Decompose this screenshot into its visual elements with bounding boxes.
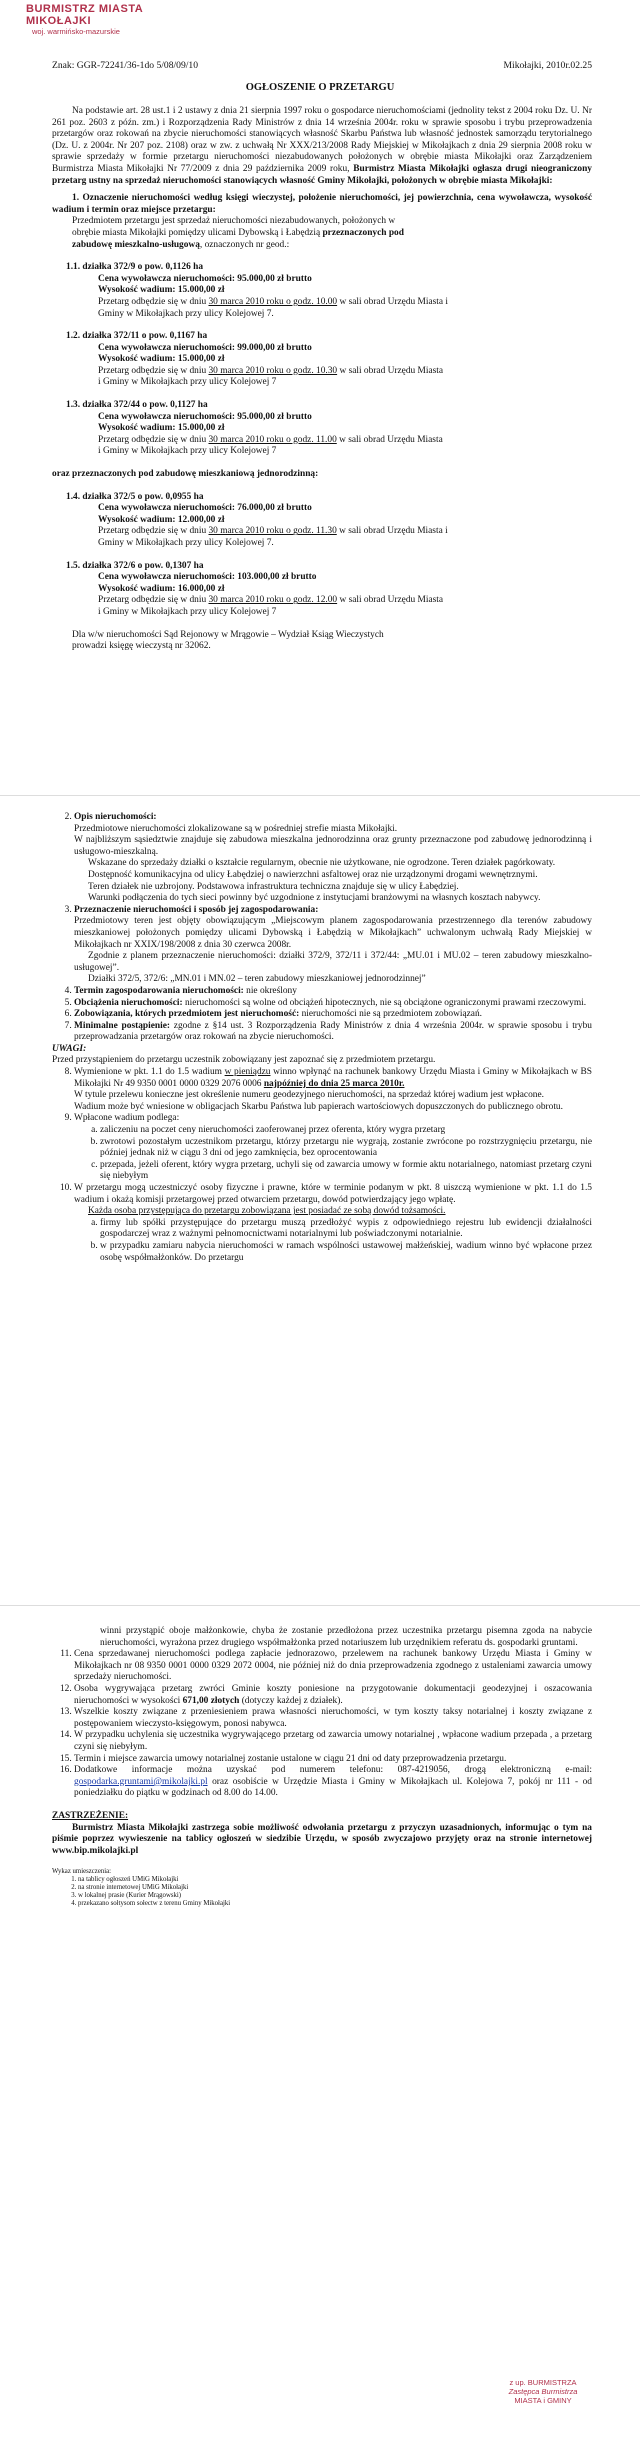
- signature-stamp: [488, 2378, 598, 2405]
- section-9: [74, 1113, 592, 1183]
- page-1-body: [52, 106, 592, 653]
- lot-auction-date: 30 marca 2010 roku o godz. 10.30: [208, 365, 338, 376]
- lot-auction-line: [98, 435, 592, 447]
- lot-auction-place: w sali obrad Urzędu Miasta: [337, 595, 444, 606]
- s2-p3: Wskazane do sprzedaży działki o kształcie regularnym, obecnie nie użytkowane, nie ogrodzone. Teren działek pagórkowaty.: [88, 858, 556, 869]
- s4-title: Termin zagospodarowania nieruchomości:: [74, 985, 244, 996]
- section-11: 11. Cena sprzedawanej nieruchomości podlega zapłacie jednorazowo, przelewem na rachunek bankowy Urzędu Miasta i Gminy w Mikołajkach nr 08 9350 0001 0000 0329 2072 0004, nie później niż do dnia przeprowadzenia zgodnego z ustaleniami zawarcia umowy sprzedaży nieruchomości.: [74, 1649, 592, 1684]
- intro-text: Na podstawie art. 28 ust.1 i 2 ustawy z dnia 21 sierpnia 1997 roku o gospodarce nieruchomościami (jednolity tekst z 2004 roku Dz. U. Nr 261 poz. 2603 z późn. zm.) i Rozporządzenia Rady Ministrów z dnia 14 września 2004r. roku w sprawie sposobu i trybu przeprowadzenia przetargów oraz rokowań na zbycie nieruchomości stanowiących własność Skarbu Państwa lub własność jednostek samorządu terytorialnego (Dz. U. z 2004r. Nr 207 poz. 2108) oraz w zw. z uchwałą Nr XXX/213/2008 Rady Miejskiej w Mikołajkach z dnia 29 sierpnia 2008 roku w sprawie sprzedaży w formie przetargu nieruchomości niezabudowanych położonych w obrębie miasta Mikołajki oraz Zarządzeniem Burmistrza Miasta Mikołajki Nr 77/2009 z dnia 29 października 2009 roku,: [52, 106, 592, 174]
- office-stamp: [26, 3, 164, 36]
- lot-deposit: Wysokość wadium: 15.000,00 zł: [98, 285, 225, 296]
- page-2-body: [52, 812, 592, 1264]
- lots-group-b: [52, 492, 592, 619]
- page-2: [0, 795, 640, 1606]
- s12-b: 671,00 złotych: [182, 1695, 240, 1706]
- lot-auction-address: Gminy w Mikołajkach przy ulicy Kolejowej 7.: [98, 308, 274, 319]
- s4-text: nie określony: [243, 985, 297, 996]
- s3-p2: Zgodnie z planem przeznaczenie nieruchomości: działki 372/9, 372/11 i 372/44: „MU.01 i MU.02 – teren zabudowy mieszkalno-usługowej”.: [74, 951, 592, 973]
- section-3: [74, 905, 592, 986]
- intro-paragraph: [52, 106, 592, 187]
- page-3: [0, 1605, 640, 2444]
- lot-auction-place: w sali obrad Urzędu Miasta i: [337, 296, 449, 307]
- s5-text: nieruchomości są wolne od obciążeń hipotecznych, nie są obciążone ograniczonymi prawami rzeczowymi.: [182, 997, 587, 1008]
- s10-list: [74, 1218, 592, 1264]
- s6-title: Zobowiązania, których przedmiotem jest nieruchomość:: [74, 1009, 300, 1020]
- section-2: [74, 812, 592, 905]
- lot-number: 1.3.: [66, 400, 81, 411]
- s2-p1: Przedmiotowe nieruchomości zlokalizowane są w pośredniej strefie miasta Mikołajki.: [74, 823, 398, 834]
- lots-group-a: [52, 262, 592, 458]
- lot-parcel: [66, 331, 592, 343]
- section-6: [74, 1009, 592, 1021]
- notes-text: Przed przystąpieniem do przetargu uczestnik zobowiązany jest zapoznać się z przedmiotem przetargu.: [52, 1055, 436, 1066]
- section-3-title: 3. Przeznaczenie nieruchomości i sposób jej zagospodarowania:: [74, 904, 319, 915]
- signature-line-1: z up. BURMISTRZA: [509, 2378, 577, 2387]
- lot-price: Cena wywoławcza nieruchomości: 76.000,00 zł brutto: [98, 503, 312, 514]
- lot-deposit: Wysokość wadium: 16.000,00 zł: [98, 583, 225, 594]
- lot-auction-text: Przetarg odbędzie się w dniu: [98, 526, 209, 537]
- lot-1-5: [66, 560, 592, 619]
- section-1-line-3: [72, 240, 592, 252]
- lot-auction-date: 30 marca 2010 roku o godz. 11.30: [208, 526, 337, 537]
- lot-parcel-text: działka 372/9 o pow. 0,1126 ha: [82, 262, 204, 273]
- s6-text: nieruchomości nie są przedmiotem zobowiązań.: [299, 1009, 482, 1020]
- lot-parcel: [66, 400, 592, 412]
- s9-a: a. zaliczeniu na poczet ceny nieruchomości zaoferowanej przez oferenta, który wygra przetarg: [100, 1125, 592, 1137]
- section-5: [74, 998, 592, 1010]
- lot-deposit: Wysokość wadium: 12.000,00 zł: [98, 514, 225, 525]
- s8-p3: Wadium może być wniesione w obligacjach Skarbu Państwa lub papierach wartościowych dopuszczonych do publicznego obrotu.: [74, 1101, 563, 1112]
- s16-a: Dodatkowe informacje można uzyskać pod numerem telefonu: 087-4219056, drogą elektroniczną e-mail:: [74, 1765, 592, 1776]
- place-date: Mikołajki, 2010r.02.25: [503, 60, 592, 71]
- s10-p2: Każda osoba przystępująca do przetargu zobowiązana jest posiadać ze sobą dowód tożsamości.: [88, 1206, 446, 1217]
- lot-auction-text: Przetarg odbędzie się w dniu: [98, 434, 209, 445]
- s2-p2: W najbliższym sąsiedztwie znajduje się zabudowa mieszkalna jednorodzinna oraz grunty przeznaczone pod zabudowę jednorodzinną i usługowo-mieszkalną.: [74, 835, 592, 857]
- s3-p3: Działki 372/5, 372/6: „MN.01 i MN.02 – teren zabudowy mieszkaniowej jednorodzinnej”: [88, 974, 426, 985]
- section-10: [74, 1183, 592, 1264]
- sec1-text-2: , oznaczonych nr geod.:: [199, 239, 290, 250]
- lot-auction-text: Przetarg odbędzie się w dniu: [98, 296, 209, 307]
- lot-1-2: [66, 331, 592, 389]
- distribution-heading: Wykaz umieszczenia:: [52, 1868, 112, 1876]
- header-line: [52, 60, 592, 71]
- section-1-title: 1. Oznaczenie nieruchomości według księgi wieczystej, położenie nieruchomości, jej powierzchnia, cena wywoławcza, wysokość wadium i termin oraz miejsce przetargu:: [52, 193, 592, 215]
- lot-deposit: Wysokość wadium: 15.000,00 zł: [98, 354, 225, 365]
- lot-auction-date: 30 marca 2010 roku o godz. 11.00: [208, 434, 337, 445]
- section-7: [74, 1021, 592, 1044]
- section-16: [74, 1765, 592, 1800]
- s12-a: Osoba wygrywająca przetarg zwróci Gminie koszty poniesione na przygotowanie dokumentacji geodezyjnej i oszacowania nieruchomości w wysokości: [74, 1683, 592, 1706]
- s5-title: Obciążenia nieruchomości:: [74, 997, 183, 1008]
- lot-auction-date: 30 marca 2010 roku o godz. 10.00: [208, 296, 338, 307]
- s2-p6: Warunki podłączenia do tych sieci powinny być uzgodnione z instytucjami branżowymi na własnych kosztach nabywcy.: [88, 893, 541, 904]
- s2-p5: Teren działek nie uzbrojony. Podstawowa infrastruktura techniczna znajduje się w ulicy Łabędziej.: [88, 881, 459, 892]
- mid-heading: oraz przeznaczonych pod zabudowę mieszkaniową jednorodzinną:: [52, 469, 319, 480]
- lot-auction-date: 30 marca 2010 roku o godz. 12.00: [208, 595, 338, 606]
- distribution-item: 4. przekazano sołtysom sołectw z terenu Gminy Mikołajki: [78, 1900, 592, 1908]
- lot-price: Cena wywoławcza nieruchomości: 95.000,00 zł brutto: [98, 273, 312, 284]
- lot-auction-text: Przetarg odbędzie się w dniu: [98, 595, 209, 606]
- lot-1-4: [66, 491, 592, 550]
- section-14: 14. W przypadku uchylenia się uczestnika wygrywającego przetarg od zawarcia umowy notarialnej , wpłacone wadium przepada , a przetarg czyni się niebyłym.: [74, 1730, 592, 1753]
- s8-a: Wymienione w pkt. 1.1 do 1.5 wadium: [74, 1067, 225, 1078]
- s9-b: b. zwrotowi pozostałym uczestnikom przetargu, którzy przetargu nie wygrają, zostanie zwrócone po rozstrzygnięciu przetargu, nie później jednak niż w ciągu 3 dni od jego zamknięcia, bez oprocentowania: [100, 1137, 592, 1160]
- lot-auction-address: i Gminy w Mikołajkach przy ulicy Kolejowej 7: [98, 606, 277, 617]
- section-13: 13. Wszelkie koszty związane z przeniesieniem prawa własności nieruchomości, w tym koszty taksy notarialnej i koszty związane z postępowaniem wieczysto-księgowym, ponosi nabywca.: [74, 1707, 592, 1730]
- s8-b: winno wpłynąć na rachunek bankowy Urzędu Miasta i Gminy w Mikołajkach w BS Mikołajki Nr 49 9350 0001 0000 0329 2076 0006: [74, 1067, 592, 1089]
- document-title: OGŁOSZENIE O PRZETARGU: [245, 82, 395, 93]
- lot-parcel-text: działka 372/6 o pow. 0,1307 ha: [82, 560, 204, 571]
- lot-auction-place: w sali obrad Urzędu Miasta: [337, 365, 444, 376]
- lot-auction-address: i Gminy w Mikołajkach przy ulicy Kolejowej 7: [98, 446, 277, 457]
- section-12: [74, 1684, 592, 1707]
- lot-price: Cena wywoławcza nieruchomości: 99.000,00 zł brutto: [98, 342, 312, 353]
- distribution-item: 1. na tablicy ogłoszeń UMiG Mikołajki: [78, 1876, 592, 1884]
- lot-auction-line: [98, 595, 592, 607]
- reservation-heading: ZASTRZEŻENIE:: [52, 1810, 129, 1821]
- lot-auction-line: [98, 526, 592, 538]
- distribution-item: 3. w lokalnej prasie (Kurier Mrągowski): [78, 1892, 592, 1900]
- lot-parcel-text: działka 372/11 o pow. 0,1167 ha: [82, 331, 208, 342]
- signature-line-2: Zastępca Burmistrza: [508, 2387, 578, 2396]
- page-1: [0, 0, 640, 795]
- sections-list-3: [52, 1649, 592, 1800]
- land-register-line-2: prowadzi księgę wieczystą nr 32062.: [72, 641, 211, 652]
- lot-parcel: [66, 560, 592, 573]
- s9-title: Wpłacone wadium podlega:: [74, 1113, 180, 1124]
- s10-continuation: winni przystąpić oboje małżonkowie, chyba że zostanie przedłożona przez uczestnika przetargu pisemna zgoda na nabycie nieruchomości, wyrażona przez drugiego współmałżonka przed notariuszem lub urzędnikiem referatu ds. gospodarki gruntami.: [100, 1626, 592, 1648]
- reference-number: Znak: GGR-72241/36-1do 5/08/09/10: [52, 60, 199, 71]
- s10-b: b. w przypadku zamiaru nabycia nieruchomości w ramach wspólności ustawowej małżeńskiej, wadium winno być wpłacone przez osobę współmałżonków. Do przetargu: [100, 1241, 592, 1264]
- s7-title: Minimalne postąpienie:: [74, 1020, 170, 1031]
- s8-date: najpóźniej do dnia 25 marca 2010r.: [263, 1078, 405, 1089]
- lot-number: 1.4.: [66, 491, 81, 502]
- stamp-name: BURMISTRZ MIASTA MIKOŁAJKI: [26, 3, 143, 27]
- section-15: 15. Termin i miejsce zawarcia umowy notarialnej zostanie ustalone w ciągu 21 dni od daty przeprowadzenia przetargu.: [74, 1754, 592, 1766]
- lot-auction-text: Przetarg odbędzie się w dniu: [98, 365, 209, 376]
- section-8: [74, 1067, 592, 1113]
- lot-number: 1.1.: [66, 262, 81, 273]
- lot-auction-place: w sali obrad Urzędu Miasta i: [336, 526, 448, 537]
- lot-auction-line: [98, 297, 592, 309]
- page-3-body: [52, 1626, 592, 1908]
- land-register-line-1: Dla w/w nieruchomości Sąd Rejonowy w Mrągowie – Wydział Ksiąg Wieczystych: [72, 629, 384, 640]
- section-1-line-1: Przedmiotem przetargu jest sprzedaż nieruchomości niezabudowanych, położonych w: [72, 216, 396, 227]
- lot-parcel-text: działka 372/44 o pow. 0,1127 ha: [82, 400, 208, 411]
- lot-1-1: [66, 262, 592, 320]
- sections-list: [52, 812, 592, 1044]
- notes-heading: UWAGI:: [52, 1043, 87, 1054]
- distribution-list: [52, 1876, 592, 1908]
- lot-1-3: [66, 400, 592, 458]
- lot-number: 1.5.: [66, 560, 81, 571]
- s9-c: c. przepada, jeżeli oferent, który wygra przetarg, uchyli się od zawarcia umowy w formie aktu notarialnego, natomiast przetarg czyni się niebyłym: [100, 1160, 592, 1183]
- sec1-text: obrębie miasta Mikołajki pomiędzy ulicami Dybowską i Łabędzią: [72, 227, 323, 238]
- lot-parcel: [66, 491, 592, 504]
- signature-line-3: MIASTA i GMINY: [514, 2396, 572, 2405]
- s12-c: (dotyczy każdej z działek).: [239, 1695, 343, 1706]
- lot-parcel: [66, 262, 592, 274]
- sections-list-2: [52, 1067, 592, 1264]
- s9-list: [74, 1125, 592, 1183]
- stamp-sub: woj. warmińsko-mazurskie: [32, 27, 120, 36]
- sec1-bold: przeznaczonych pod: [322, 227, 404, 238]
- s2-p4: Dostępność komunikacyjna od ulicy Łabędziej o nawierzchni asfaltowej oraz nie urządzonymi drogami wewnętrznymi.: [88, 869, 538, 880]
- s3-p1: Przedmiotowy teren jest objęty obowiązującym „Miejscowym planem zagospodarowania przestrzennego dla terenów zabudowy mieszkaniowej położonych pomiędzy ulicami Dybowską i Łabędzią w Mikołajkach” uchwalonym uchwałą Rady Miejskiej w Mikołajkach nr XXIX/198/2008 z dnia 30 czerwca 2008r.: [74, 916, 592, 950]
- lot-deposit: Wysokość wadium: 15.000,00 zł: [98, 423, 225, 434]
- reservation-text: Burmistrz Miasta Mikołajki zastrzega sobie możliwość odwołania przetargu z przyczyn uzasadnionych, informując o tym na piśmie poprzez wywieszenie na tablicy ogłoszeń w siedzibie Urzędu, w sposób zwyczajowo przyjęty oraz na stronie internetowej www.bip.mikolajki.pl: [52, 1822, 592, 1856]
- lot-number: 1.2.: [66, 331, 81, 342]
- intro-bold: Burmistrz Miasta Mikołajki ogłasza drugi nieograniczony przetarg ustny na sprzedaż nieruchomości stanowiących własność Gminy Mikołajki, położonych w obrębie miasta Mikołajki:: [52, 163, 592, 186]
- lot-parcel-text: działka 372/5 o pow. 0,0955 ha: [82, 491, 204, 502]
- s8-u: w pieniądzu: [224, 1067, 271, 1078]
- section-2-title: 2. Opis nieruchomości:: [74, 812, 157, 822]
- lot-auction-address: i Gminy w Mikołajkach przy ulicy Kolejowej 7: [98, 377, 277, 388]
- s7-text: zgodne z §14 ust. 3 Rozporządzenia Rady Ministrów z dnia 4 września 2004r. w sprawie sposobu i trybu przeprowadzania przetargów oraz rokowań na zbycie nieruchomości.: [74, 1020, 592, 1043]
- section-4: [74, 986, 592, 998]
- s8-p2: W tytule przelewu konieczne jest określenie numeru geodezyjnego nieruchomości, na sprzedaż której wadium jest wpłacone.: [74, 1090, 544, 1101]
- lot-auction-line: [98, 366, 592, 378]
- s16-b: oraz osobiście w Urzędzie Miasta i Gminy w Mikołajkach ul. Kolejowa 7, pokój nr 111 - od poniedziałku do piątku w godzinach od 8.00 do 14.00.: [74, 1776, 592, 1799]
- section-1-line-2: [72, 228, 592, 240]
- s10-p1: 10. W przetargu mogą uczestniczyć osoby fizyczne i prawne, które w terminie podanym w pkt. 8 uiszczą wymienione w pkt. 1.1 do 1.5 wadium i okażą komisji przetargowej przed otwarciem przetargu, dowód potwierdzający jego wpłatę.: [74, 1183, 592, 1205]
- lot-price: Cena wywoławcza nieruchomości: 103.000,00 zł brutto: [98, 572, 317, 583]
- lot-auction-address: Gminy w Mikołajkach przy ulicy Kolejowej 7.: [98, 538, 274, 548]
- distribution-item: 2. na stronie internetowej UMiG Mikołajki: [78, 1884, 592, 1892]
- email-link[interactable]: gospodarka.gruntami@mikolajki.pl: [74, 1776, 208, 1787]
- s10-a: a. firmy lub spółki przystępujące do przetargu muszą przedłożyć wypis z odpowiedniego rejestru lub ewidencji działalności gospodarczej wraz z ważnymi pełnomocnictwami notarialnymi lub poświadczonymi notarialnie.: [100, 1218, 592, 1241]
- sec1-bold-2: zabudowę mieszkalno-usługową: [72, 239, 200, 250]
- lot-auction-place: w sali obrad Urzędu Miasta: [336, 434, 443, 445]
- lot-price: Cena wywoławcza nieruchomości: 95.000,00 zł brutto: [98, 411, 312, 422]
